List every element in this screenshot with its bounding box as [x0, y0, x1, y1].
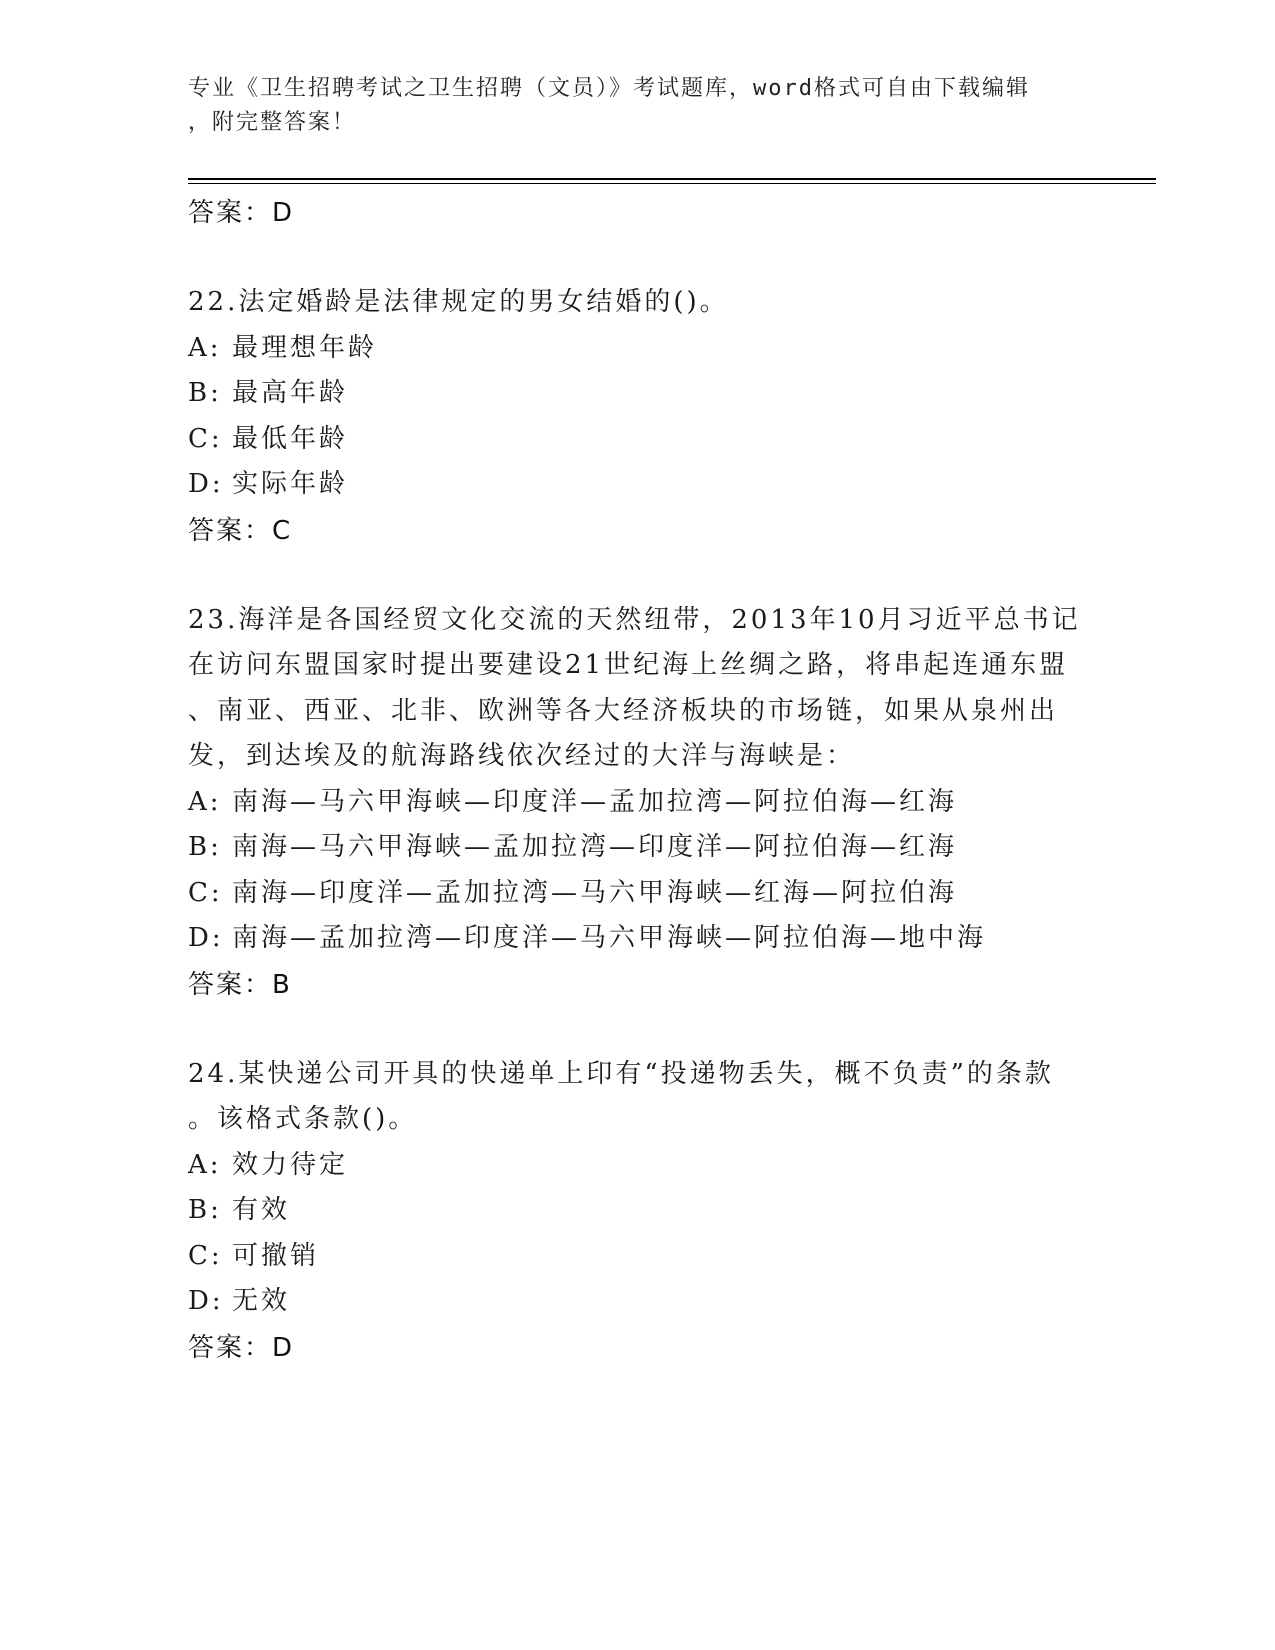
option-d: [188, 1279, 1088, 1325]
option-text: 效力待定: [232, 1149, 349, 1180]
option-text: 南海—印度洋—孟加拉湾—马六甲海峡—红海—阿拉伯海: [232, 877, 958, 908]
option-letter: A:: [188, 1149, 222, 1180]
option-text: 最高年龄: [232, 378, 349, 408]
option-letter: C:: [188, 1240, 223, 1271]
option-a: [188, 326, 1088, 372]
option-text: 可撤销: [232, 1240, 320, 1271]
option-letter: B:: [188, 378, 222, 408]
page-header: [188, 72, 1088, 140]
option-letter: D:: [188, 923, 224, 953]
option-text: 南海—马六甲海峡—孟加拉湾—印度洋—阿拉伯海—红海: [232, 832, 958, 862]
question-answer: 答案：B: [188, 969, 292, 1000]
question-answer: 答案：D: [188, 1332, 295, 1363]
question-stem-line: 发，到达埃及的航海路线依次经过的大洋与海峡是：: [188, 741, 856, 771]
option-a: [188, 1143, 1088, 1189]
header-line-2: ，附完整答案！: [188, 110, 357, 135]
option-letter: D:: [188, 469, 224, 499]
option-d: [188, 916, 1088, 962]
option-text: 有效: [232, 1195, 291, 1225]
question-stem-line: 22.法定婚龄是法律规定的男女结婚的()。: [188, 287, 729, 317]
question-stem-line: 、南亚、西亚、北非、欧洲等各大经济板块的市场链，如果从泉州出: [188, 695, 1059, 726]
option-letter: A:: [188, 786, 222, 817]
question-stem-line: 24.某快递公司开具的快递单上印有“投递物丢失，概不负责”的条款: [188, 1058, 1054, 1089]
option-letter: D:: [188, 1286, 224, 1316]
header-line-1: 专业《卫生招聘考试之卫生招聘（文员）》考试题库，word格式可自由下载编辑: [188, 76, 1030, 101]
option-c: [188, 1234, 1088, 1280]
option-letter: A:: [188, 332, 222, 363]
option-text: 无效: [232, 1286, 291, 1316]
option-letter: B:: [188, 1195, 222, 1225]
header-divider-thick: [188, 178, 1156, 180]
option-b: [188, 1188, 1088, 1234]
question-stem-line: 。该格式条款()。: [188, 1104, 418, 1134]
option-letter: C:: [188, 877, 223, 908]
question-23: [188, 598, 1088, 1008]
option-c: [188, 417, 1088, 463]
option-text: 南海—孟加拉湾—印度洋—马六甲海峡—阿拉伯海—地中海: [232, 923, 987, 953]
document-body: [188, 190, 1088, 1371]
option-b: [188, 371, 1088, 417]
option-text: 最理想年龄: [232, 332, 378, 363]
option-letter: B:: [188, 832, 222, 862]
question-stem-line: 在访问东盟国家时提出要建设21世纪海上丝绸之路，将串起连通东盟: [188, 650, 1069, 680]
option-a: [188, 780, 1088, 826]
option-text: 南海—马六甲海峡—印度洋—孟加拉湾—阿拉伯海—红海: [232, 786, 958, 817]
option-letter: C:: [188, 423, 223, 454]
question-22: [188, 280, 1088, 554]
question-stem-line: 23.海洋是各国经贸文化交流的天然纽带，2013年10月习近平总书记: [188, 604, 1081, 635]
question-answer: 答案：C: [188, 515, 293, 546]
option-text: 最低年龄: [232, 423, 349, 454]
question-24: [188, 1052, 1088, 1371]
option-c: [188, 871, 1088, 917]
option-b: [188, 825, 1088, 871]
option-d: [188, 462, 1088, 508]
option-text: 实际年龄: [232, 469, 349, 499]
previous-answer: 答案：D: [188, 198, 295, 228]
header-divider-thin: [188, 183, 1156, 184]
